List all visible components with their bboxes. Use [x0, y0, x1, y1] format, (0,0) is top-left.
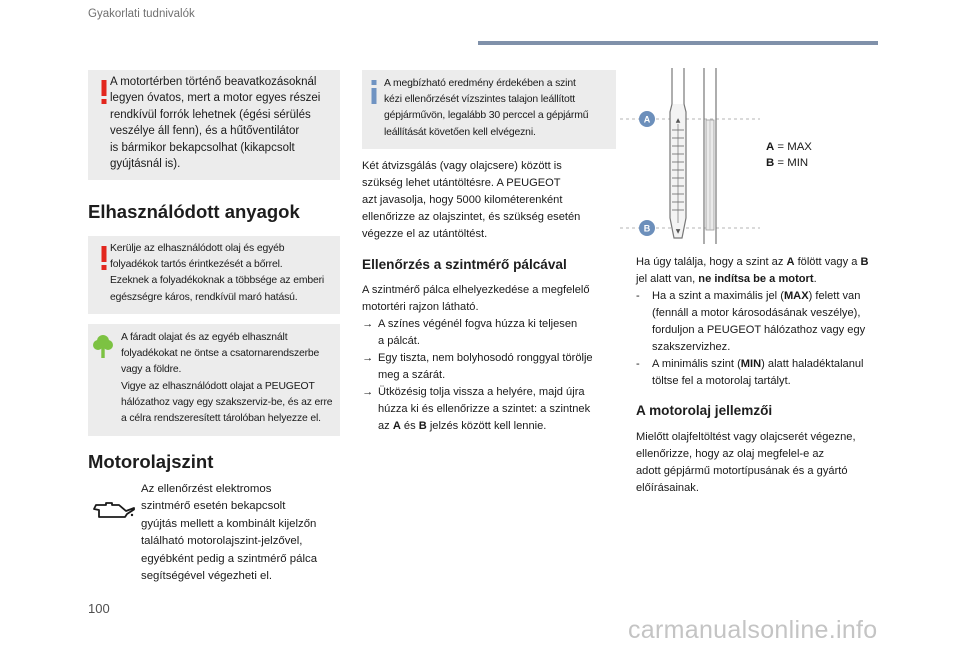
text-line: meg a szárát. — [378, 368, 446, 381]
text-line: előírásainak. — [636, 481, 699, 494]
text-line: szintmérő esetén bekapcsolt — [141, 500, 286, 513]
text-line: egyébként pedig a szintmérő pálca — [141, 552, 318, 565]
text-line — [652, 356, 868, 373]
legend-min — [766, 156, 812, 172]
dipstick-illustration — [620, 68, 760, 244]
eco-note-box — [88, 324, 340, 436]
min-level-item — [636, 356, 868, 390]
text-line: Vigye az elhasználódott olajat a PEUGEOT — [121, 380, 315, 392]
text-line: kézi ellenőrzését vízszintes talajon leállított — [384, 94, 576, 106]
info-icon — [370, 80, 378, 104]
engine-warning-text — [110, 74, 340, 173]
dipstick-heading: Ellenőrzés a szintmérő pálcával — [362, 257, 567, 272]
legend-max — [766, 140, 812, 156]
text-fragment: és — [400, 419, 419, 432]
svg-text:▼: ▼ — [675, 228, 681, 235]
text-line: Egy tiszta, nem bolyhosodó ronggyal törölje — [378, 351, 593, 364]
mark-b-label: B — [860, 256, 869, 268]
text-line: gyújtásnál is). — [110, 158, 181, 171]
text-line: azt javasolja, hogy 5000 kilométerenként — [362, 193, 563, 206]
dash-bullet: - — [636, 289, 640, 302]
text-fragment: Ha a szint a maximális jel ( — [652, 289, 784, 302]
mark-a-label: A — [392, 419, 401, 432]
warning-exclamation-icon — [100, 246, 108, 270]
text-line: ellenőrizze, hogy az olaj megfelel-e az — [636, 447, 825, 460]
oil-level-text — [141, 481, 317, 586]
text-line: folyadékokat ne öntse a csatornarendszerbe — [121, 348, 320, 360]
text-line: adott gépjármű motortípusának és a gyártó — [636, 464, 848, 477]
engine-warning-box — [88, 70, 340, 180]
step-item — [362, 384, 593, 435]
figure-label-b: B — [643, 223, 651, 234]
text-line: vagy a földre. — [121, 364, 182, 376]
text-line: forduljon a PEUGEOT hálózathoz vagy egy — [652, 323, 866, 336]
arrow-bullet-icon: → — [362, 351, 374, 364]
oil-level-warning-text — [636, 254, 868, 390]
text-line: Két átvizsgálás (vagy olajcsere) között is — [362, 160, 562, 172]
figure-legend — [766, 140, 812, 172]
tree-icon — [93, 334, 113, 358]
text-line: gépjárművön, legalább 30 perccel a gépjármű — [384, 110, 589, 122]
text-fragment: ) felett van — [808, 289, 861, 302]
text-line: gyújtás mellett a kombinált kijelzőn — [141, 517, 317, 530]
used-materials-heading: Elhasználódott anyagok — [88, 201, 300, 222]
text-line: egészségre káros, rendkívül maró hatású. — [110, 291, 298, 303]
section-title: Gyakorlati tudnivalók — [88, 8, 195, 20]
info-note-text — [384, 76, 614, 141]
text-line: is bármikor bekapcsolhat (kikapcsolt — [110, 141, 295, 154]
text-fragment: ) alatt haladéktalanul — [761, 357, 864, 370]
text-line: ellenőrizze az olajszintet, és szükség esetén — [362, 210, 581, 223]
watermark: carmanualsonline.info — [628, 616, 878, 644]
text-line: Ezeknek a folyadékoknak a többsége az emberi — [110, 275, 325, 287]
arrow-bullet-icon: → — [362, 385, 374, 398]
arrow-bullet-icon: → — [362, 317, 374, 330]
oil-check-intro — [362, 158, 580, 243]
text-line: folyadékok tartós érintkezését a bőrrel. — [110, 259, 283, 271]
mark-a-label: A — [786, 256, 795, 268]
text-line: szükség lehet utántöltésre. A PEUGEOT — [362, 176, 561, 189]
text-fragment: jel alatt van, — [636, 272, 699, 285]
text-line — [652, 288, 868, 305]
text-line: húzza ki és ellenőrizze a szintet: a szintnek — [378, 402, 591, 415]
text-line: a célra rendszeresített tárolóban helyezze el. — [121, 413, 321, 425]
legend-value: = MAX — [774, 141, 812, 153]
text-line: (fennáll a motor károsodásának veszélye), — [652, 306, 861, 319]
text-line: Ütközésig tolja vissza a helyére, majd újra — [378, 385, 585, 398]
min-label: MIN — [740, 357, 762, 370]
eco-note-text — [121, 330, 339, 427]
legend-value: = MIN — [774, 156, 809, 169]
text-line: végezze el az utántöltést. — [362, 227, 488, 240]
text-line: Mielőtt olajfeltöltést vagy olajcserét végezne, — [636, 431, 856, 443]
step-item — [362, 350, 593, 384]
dipstick-instructions — [362, 282, 593, 435]
step-item — [362, 316, 593, 350]
max-label: MAX — [783, 289, 809, 302]
info-note-box — [362, 70, 616, 149]
text-line: A motortérben történő beavatkozásoknál — [110, 76, 317, 88]
text-line: motortéri rajzon látható. — [362, 300, 479, 313]
svg-text:▲: ▲ — [675, 117, 681, 124]
text-line: veszélye áll fenn), és a hűtőventilátor — [110, 125, 300, 138]
header-accent-bar — [478, 41, 878, 45]
dash-bullet: - — [636, 357, 640, 370]
text-line: található motorolajszint-jelzővel, — [141, 535, 303, 548]
text-line: a pálcát. — [378, 334, 420, 347]
text-fragment: fölött vagy a — [794, 256, 861, 268]
oil-level-heading: Motorolajszint — [88, 451, 214, 472]
text-line: legyen óvatos, mert a motor egyes részei — [110, 92, 321, 105]
text-line: A szintmérő pálca elhelyezkedése a megfelelő — [362, 284, 590, 296]
text-fragment: az — [378, 419, 393, 432]
text-line: A megbízható eredmény érdekében a szint — [384, 78, 576, 89]
mark-b-label: B — [418, 419, 427, 432]
text-fragment: . — [813, 272, 817, 285]
legend-key: B — [766, 156, 775, 169]
text-line: leállítását követően kell elvégezni. — [384, 126, 536, 138]
oil-warning-box — [88, 236, 340, 314]
text-line: A színes végénél fogva húzza ki teljesen — [378, 317, 578, 330]
text-line: töltse fel a motorolaj tartályt. — [652, 374, 791, 387]
text-fragment: Ha úgy találja, hogy a szint az — [636, 256, 787, 268]
text-line: A fáradt olajat és az egyéb elhasznált — [121, 332, 288, 343]
text-line: rendkívül forrók lehetnek (égési sérülés — [110, 108, 311, 121]
oil-spec-heading: A motorolaj jellemzői — [636, 403, 773, 418]
text-line — [378, 418, 593, 435]
legend-key: A — [766, 141, 775, 153]
oil-spec-text — [636, 429, 856, 497]
text-fragment: jelzés között kell lennie. — [426, 419, 547, 432]
text-line — [636, 254, 868, 271]
page-number: 100 — [88, 601, 110, 616]
oil-warning-text — [110, 241, 340, 306]
max-level-item — [636, 288, 868, 356]
oil-can-icon — [92, 499, 136, 521]
text-line: Az ellenőrzést elektromos — [141, 483, 272, 495]
text-line: segítségével végezheti el. — [141, 570, 273, 583]
text-line: szakszervizhez. — [652, 340, 731, 353]
text-fragment: A minimális szint ( — [652, 357, 741, 370]
text-line — [636, 271, 868, 288]
text-line: Kerülje az elhasználódott olaj és egyéb — [110, 243, 285, 254]
warning-exclamation-icon — [100, 80, 108, 104]
figure-label-a: A — [643, 114, 651, 125]
text-line: hálózathoz vagy egy szakszerviz-be, és az erre — [121, 396, 333, 408]
do-not-start-engine: ne indítsa be a motort — [698, 272, 814, 285]
